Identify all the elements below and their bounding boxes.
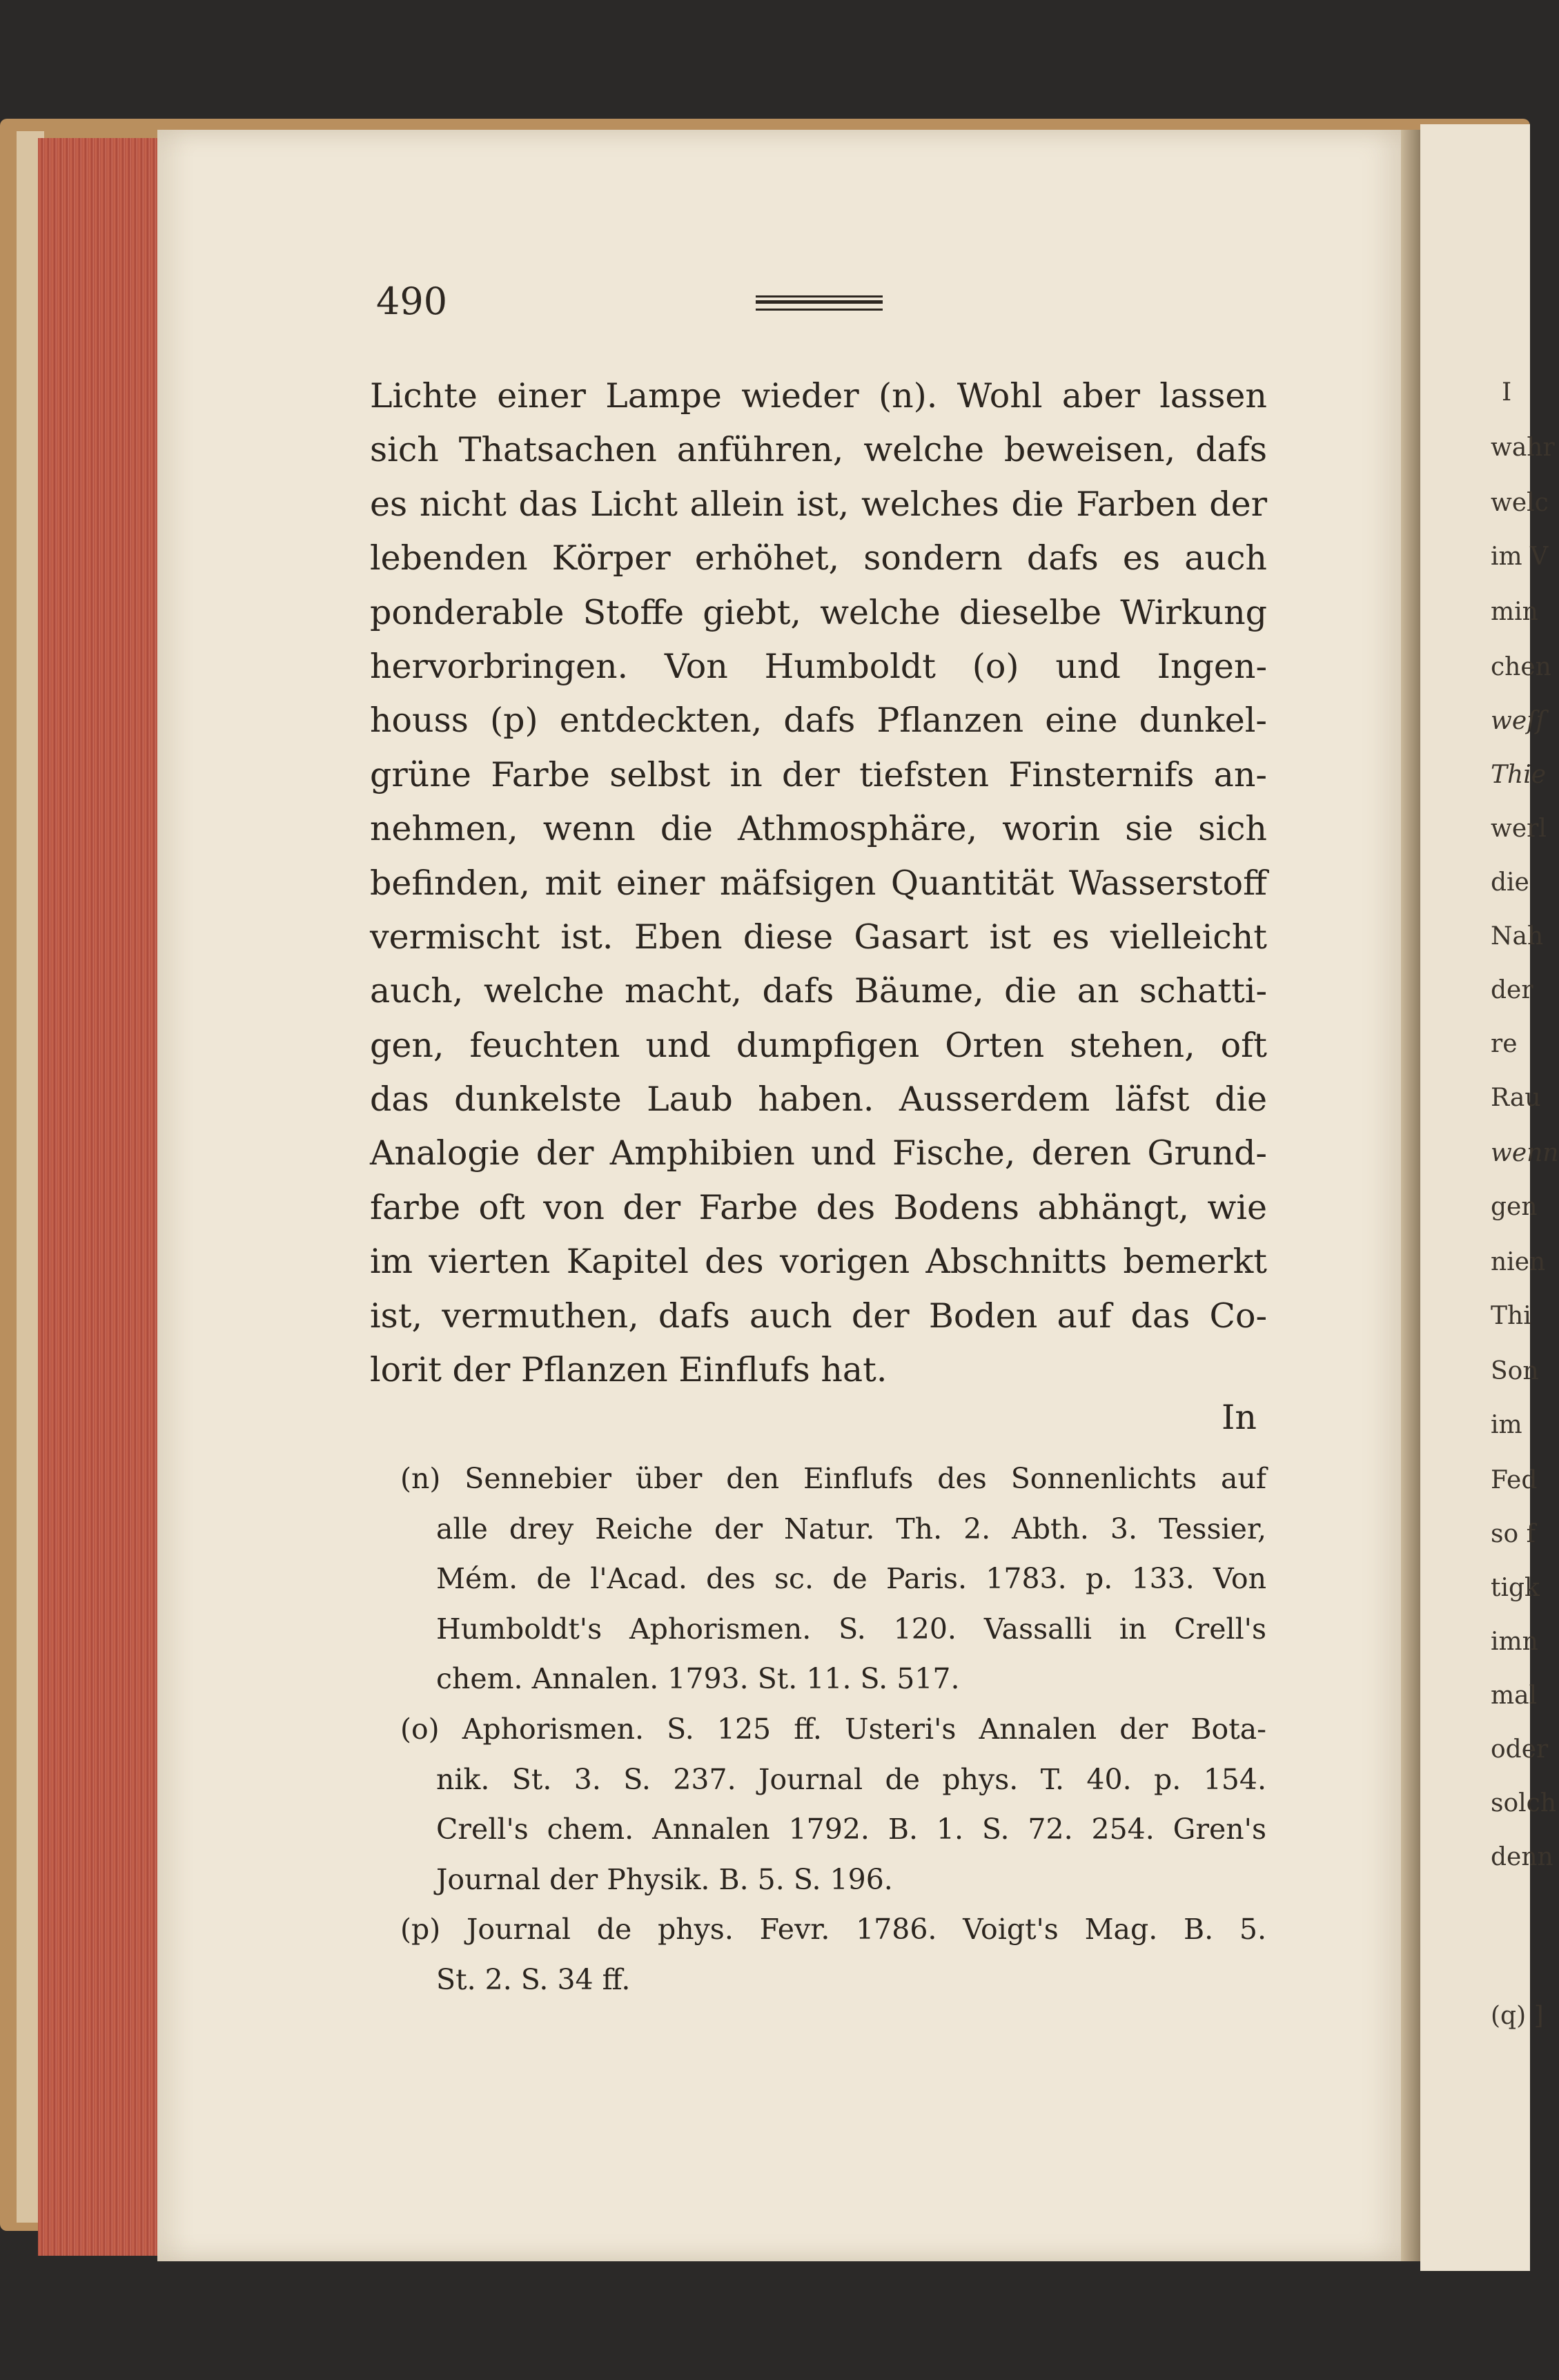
body-line: auch, welche macht, dafs Bäume, die an schatti- bbox=[370, 971, 1267, 1011]
footnote-line: St. 2. S. 34 ff. bbox=[436, 1962, 631, 1996]
page-block-edge bbox=[38, 138, 162, 2256]
body-line: das dunkelste Laub haben. Ausserdem läfst die bbox=[370, 1080, 1267, 1120]
facing-line: gen bbox=[1491, 1193, 1538, 1221]
facing-line: nien bbox=[1491, 1248, 1546, 1276]
body-line: hervorbringen. Von Humboldt (o) und Ingen- bbox=[370, 646, 1267, 686]
facing-line: imn bbox=[1491, 1628, 1538, 1656]
footnote-line: nik. St. 3. S. 237. Journal de phys. T. 40. p. 154. bbox=[436, 1762, 1266, 1796]
body-line: es nicht das Licht allein ist, welches die Farben der bbox=[370, 484, 1267, 524]
footnote-line: Crell's chem. Annalen 1792. B. 1. S. 72. 254. Gren's bbox=[436, 1813, 1266, 1846]
facing-line: tigk bbox=[1491, 1574, 1540, 1602]
body-line: houss (p) entdeckten, dafs Pflanzen eine dunkel- bbox=[370, 701, 1267, 741]
header-rule bbox=[756, 295, 883, 311]
facing-page bbox=[1420, 124, 1559, 2271]
facing-line: solch bbox=[1491, 1789, 1557, 1817]
facing-line: werl bbox=[1491, 815, 1547, 843]
facing-line: I bbox=[1502, 378, 1512, 407]
facing-line: chen bbox=[1491, 653, 1551, 681]
facing-line: denn bbox=[1491, 1843, 1553, 1871]
body-line: Analogie der Amphibien und Fische, deren Grund- bbox=[370, 1133, 1267, 1173]
body-line: sich Thatsachen anführen, welche beweisen, dafs bbox=[370, 430, 1267, 470]
facing-line: Thie bbox=[1491, 761, 1547, 789]
footnote-line: (p) Journal de phys. Fevr. 1786. Voigt's Mag. B. 5. bbox=[400, 1913, 1266, 1947]
facing-line: Thi bbox=[1491, 1302, 1531, 1330]
body-line: vermischt ist. Eben diese Gasart ist es vielleicht bbox=[370, 917, 1267, 957]
body-line: Lichte einer Lampe wieder (n). Wohl aber lassen bbox=[370, 376, 1267, 416]
facing-line: min bbox=[1491, 598, 1538, 626]
body-line: lorit der Pflanzen Einflufs hat. bbox=[370, 1350, 888, 1390]
footnotes bbox=[400, 1454, 1266, 2005]
footnote-line: (o) Aphorismen. S. 125 ff. Usteri's Annalen der Bota- bbox=[400, 1712, 1266, 1746]
facing-line: weſſ bbox=[1491, 707, 1545, 735]
footnote-line: Humboldt's Aphorismen. S. 120. Vassalli in Crell's bbox=[436, 1612, 1266, 1646]
book-gutter bbox=[1401, 130, 1422, 2261]
body-line: nehmen, wenn die Athmosphäre, worin sie sich bbox=[370, 809, 1267, 849]
body-line: befinden, mit einer mäfsigen Quantität Wasserstoff bbox=[370, 863, 1267, 903]
body-line: grüne Farbe selbst in der tiefsten Finsternifs an- bbox=[370, 754, 1267, 794]
facing-line: Son bbox=[1491, 1357, 1539, 1385]
facing-line: re bbox=[1491, 1030, 1518, 1058]
body-text bbox=[370, 369, 1267, 1397]
footnote-line: Mém. de l'Acad. des sc. de Paris. 1783. p. 133. Von bbox=[436, 1562, 1266, 1596]
facing-line: mal bbox=[1491, 1681, 1538, 1710]
facing-line: (q) ] bbox=[1491, 2002, 1544, 2030]
facing-line: der bbox=[1491, 976, 1533, 1004]
facing-line: welc bbox=[1491, 489, 1549, 517]
facing-line: die bbox=[1491, 868, 1529, 897]
body-line: ist, vermuthen, dafs auch der Boden auf das Co- bbox=[370, 1296, 1267, 1336]
footnote-line: alle drey Reiche der Natur. Th. 2. Abth. 3. Tessier, bbox=[436, 1512, 1266, 1545]
facing-line: Rau bbox=[1491, 1084, 1541, 1112]
body-line: lebenden Körper erhöhet, sondern dafs es auch bbox=[370, 538, 1267, 578]
facing-line: wahr bbox=[1491, 433, 1555, 462]
facing-line: im V bbox=[1491, 543, 1549, 571]
facing-line: Fed bbox=[1491, 1466, 1538, 1494]
facing-line: so f bbox=[1491, 1520, 1536, 1548]
facing-line: wenn bbox=[1491, 1139, 1559, 1167]
facing-line: im bbox=[1491, 1411, 1522, 1439]
body-line: farbe oft von der Farbe des Bodens abhängt, wie bbox=[370, 1187, 1267, 1227]
footnote-line: (n) Sennebier über den Einflufs des Sonnenlichts auf bbox=[400, 1462, 1266, 1495]
body-line: im vierten Kapitel des vorigen Abschnitts bemerkt bbox=[370, 1242, 1267, 1282]
footnote-line: Journal der Physik. B. 5. S. 196. bbox=[436, 1862, 893, 1896]
facing-line: oder bbox=[1491, 1735, 1549, 1764]
footnote-line: chem. Annalen. 1793. St. 11. S. 517. bbox=[436, 1662, 960, 1696]
catchword: In bbox=[1222, 1398, 1257, 1437]
facing-line: Nah bbox=[1491, 922, 1544, 950]
page-number: 490 bbox=[376, 280, 448, 323]
body-line: gen, feuchten und dumpfigen Orten stehen, oft bbox=[370, 1025, 1267, 1065]
body-line: ponderable Stoffe giebt, welche dieselbe Wirkung bbox=[370, 592, 1267, 632]
